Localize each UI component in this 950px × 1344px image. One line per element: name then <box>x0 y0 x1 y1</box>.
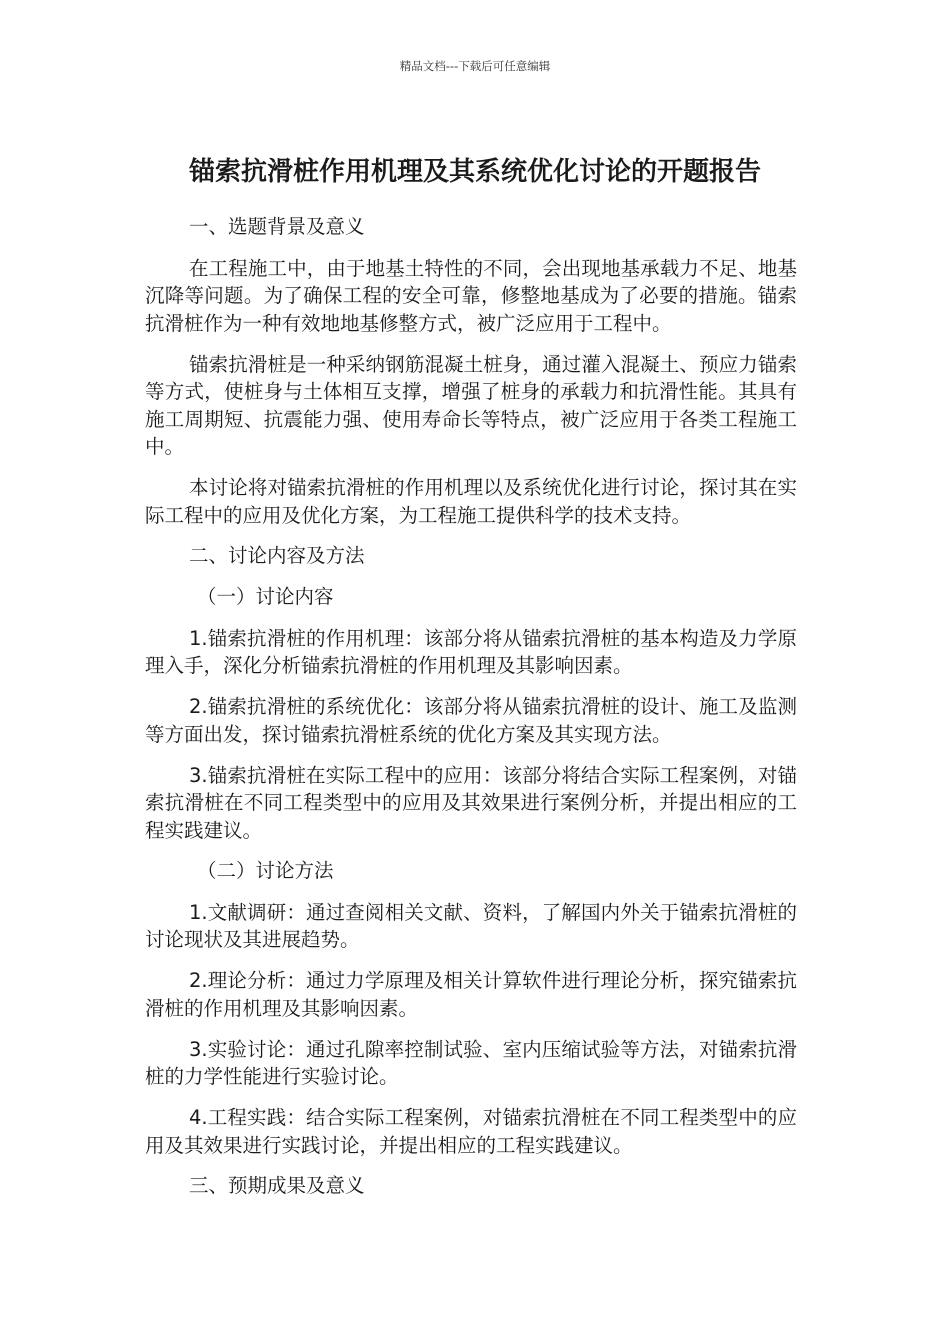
document-body <box>145 213 797 1200</box>
section-heading-background: 一、选题背景及意义 <box>189 215 365 238</box>
list-item: 4.工程实践：结合实际工程案例，对锚索抗滑桩在不同工程类型中的应用及其效果进行实践讨论，并提出相应的工程实践建议。 <box>145 1106 797 1157</box>
list-item: 2.锚索抗滑桩的系统优化：该部分将从锚索抗滑桩的设计、施工及监测等方面出发，探讨锚索抗滑桩系统的优化方案及其实现方法。 <box>145 695 797 746</box>
document-title: 锚索抗滑桩作用机理及其系统优化讨论的开题报告 <box>188 157 761 188</box>
list-item: 1.文献调研：通过查阅相关文献、资料，了解国内外关于锚索抗滑桩的讨论现状及其进展趋势。 <box>145 900 797 951</box>
page-header-watermark: 精品文档---下载后可任意编辑 <box>399 59 551 73</box>
list-item: 2.理论分析：通过力学原理及相关计算软件进行理论分析，探究锚索抗滑桩的作用机理及其影响因素。 <box>145 969 797 1020</box>
subheading-methods: （二）讨论方法 <box>197 859 334 882</box>
section-heading-expected-results: 三、预期成果及意义 <box>189 1174 365 1197</box>
section-heading-content-methods: 二、讨论内容及方法 <box>189 544 365 567</box>
list-item: 1.锚索抗滑桩的作用机理：该部分将从锚索抗滑桩的基本构造及力学原理入手，深化分析锚索抗滑桩的作用机理及其影响因素。 <box>145 626 797 677</box>
subheading-content: （一）讨论内容 <box>197 585 334 608</box>
paragraph: 本讨论将对锚索抗滑桩的作用机理以及系统优化进行讨论，探讨其在实际工程中的应用及优化方案，为工程施工提供科学的技术支持。 <box>145 476 797 527</box>
list-item: 3.锚索抗滑桩在实际工程中的应用：该部分将结合实际工程案例，对锚索抗滑桩在不同工程类型中的应用及其效果进行案例分析，并提出相应的工程实践建议。 <box>145 763 797 842</box>
list-item: 3.实验讨论：通过孔隙率控制试验、室内压缩试验等方法，对锚索抗滑桩的力学性能进行实验讨论。 <box>145 1037 797 1088</box>
paragraph: 在工程施工中，由于地基土特性的不同，会出现地基承载力不足、地基沉降等问题。为了确保工程的安全可靠，修整地基成为了必要的措施。锚索抗滑桩作为一种有效地地基修整方式，被广泛应用于工程中。 <box>145 256 797 335</box>
paragraph: 锚索抗滑桩是一种采纳钢筋混凝土桩身，通过灌入混凝土、预应力锚索等方式，使桩身与土体相互支撑，增强了桩身的承载力和抗滑性能。其具有施工周期短、抗震能力强、使用寿命长等特点，被广泛应用于各类工程施工中。 <box>145 352 797 458</box>
